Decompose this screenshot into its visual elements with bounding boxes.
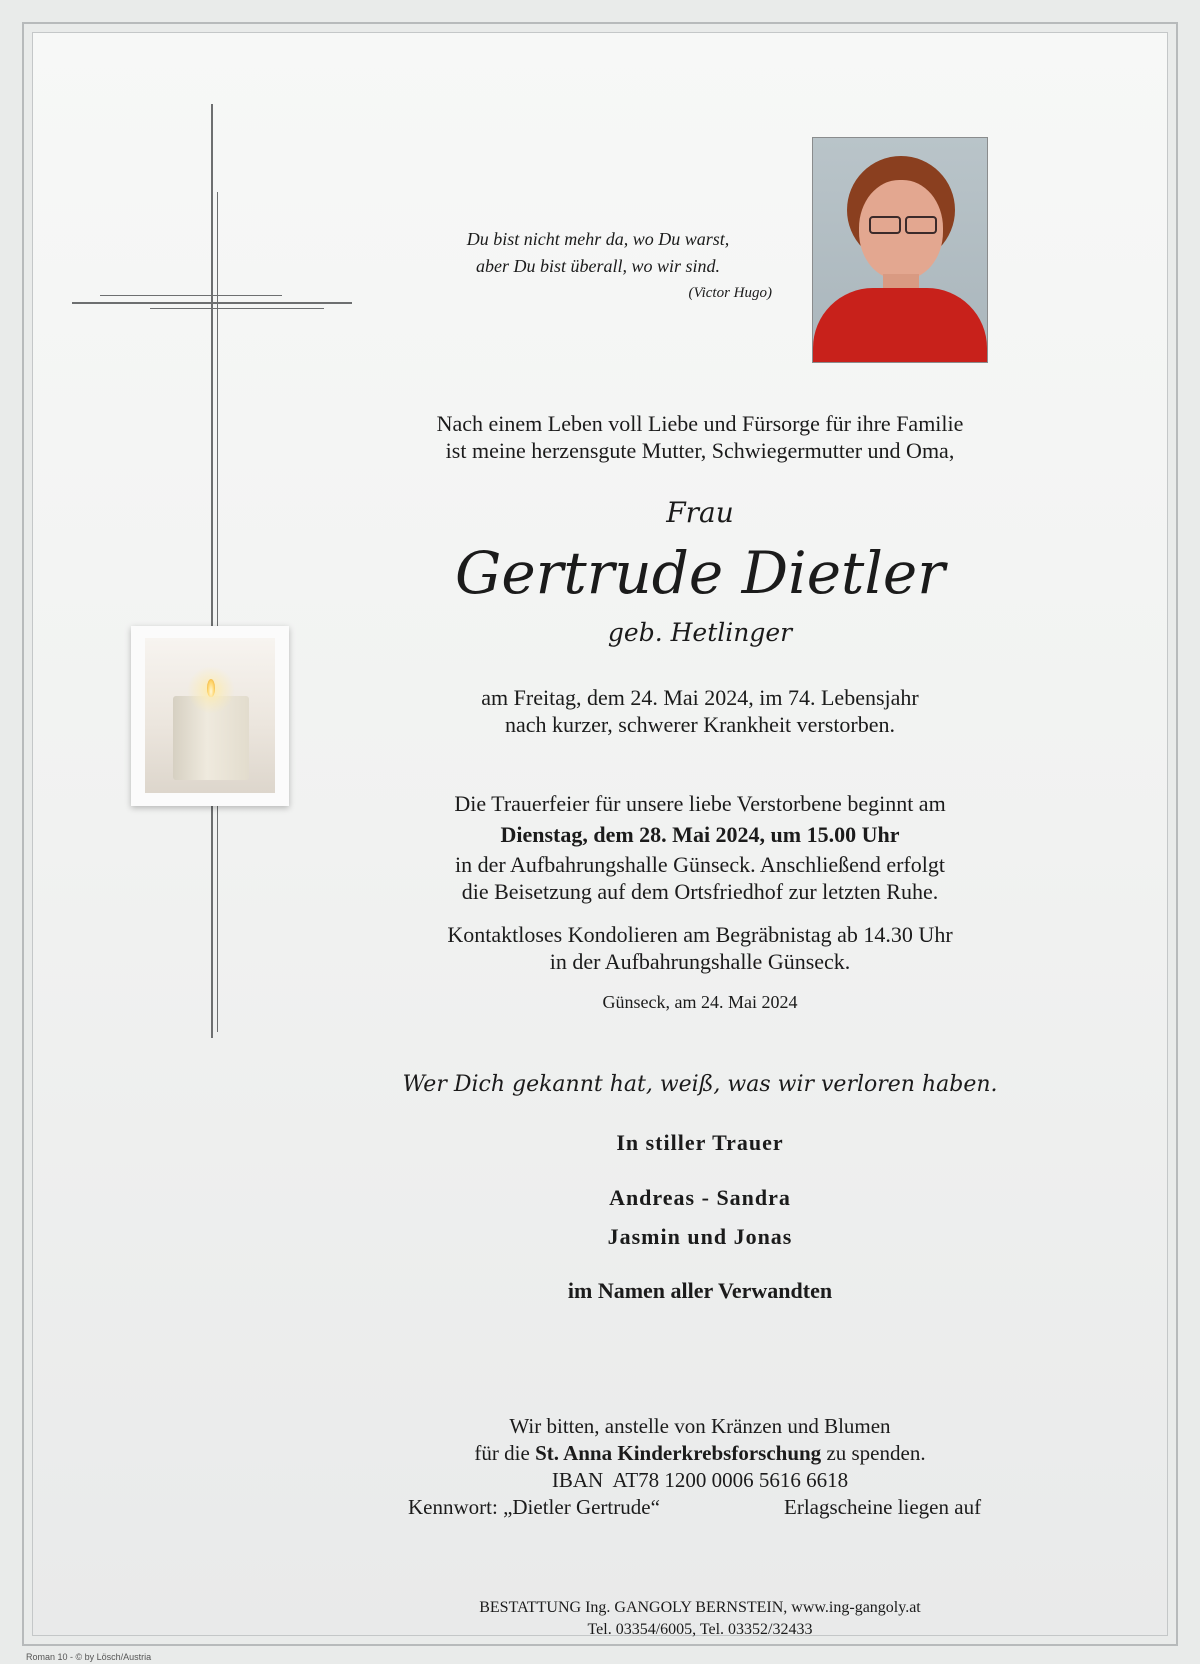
iban: IBAN AT78 1200 0006 5616 6618 — [551, 1468, 849, 1492]
mourners-line-3: im Namen aller Verwandten — [567, 1278, 833, 1303]
death-line-1: am Freitag, dem 24. Mai 2024, im 74. Lebensjahr — [481, 685, 919, 710]
condolence-line-2: in der Aufbahrungshalle Günseck. — [549, 949, 851, 974]
motto: Wer Dich gekannt hat, weiß, was wir verloren haben. — [402, 1072, 998, 1097]
condolence-line-1: Kontaktloses Kondolieren am Begräbnistag ab 14.30 Uhr — [447, 922, 953, 947]
mourners-line-1: Andreas - Sandra — [609, 1185, 791, 1210]
ceremony-date: Dienstag, dem 28. Mai 2024, um 15.00 Uhr — [500, 822, 900, 847]
portrait-photo — [812, 137, 988, 363]
donation-slips: Erlagscheine liegen auf — [784, 1495, 982, 1519]
ceremony-line-1: Die Trauerfeier für unsere liebe Verstorbene beginnt am — [454, 791, 946, 816]
donation-organisation: St. Anna Kinderkrebsforschung — [535, 1441, 822, 1465]
donation-line-2 — [300, 1440, 1100, 1467]
donation-keyword: Kennwort: „Dietler Gertrude“ — [408, 1495, 660, 1519]
mourners-line-2: Jasmin und Jonas — [607, 1224, 793, 1249]
ceremony-line-4: die Beisetzung auf dem Ortsfriedhof zur letzten Ruhe. — [461, 879, 939, 904]
donation-prefix: für die — [474, 1441, 536, 1465]
death-line-2: nach kurzer, schwerer Krankheit verstorben. — [504, 712, 896, 737]
quote-line-2: aber Du bist überall, wo wir sind. — [475, 256, 721, 276]
funeral-home-line-1: BESTATTUNG Ing. GANGOLY BERNSTEIN, www.ing-gangoly.at — [479, 1599, 921, 1616]
birth-name: geb. Hetlinger — [607, 618, 793, 647]
deceased-name: Gertrude Dietler — [455, 539, 945, 607]
donation-line-1: Wir bitten, anstelle von Kränzen und Blumen — [509, 1414, 891, 1438]
mourners-heading: In stiller Trauer — [616, 1130, 784, 1155]
candle-icon — [145, 638, 275, 793]
ceremony-line-3: in der Aufbahrungshalle Günseck. Anschließend erfolgt — [455, 852, 945, 877]
quote-line-1: Du bist nicht mehr da, wo Du warst, — [466, 229, 730, 249]
intro-line-1: Nach einem Leben voll Liebe und Fürsorge für ihre Familie — [436, 411, 964, 436]
place-date: Günseck, am 24. Mai 2024 — [602, 992, 798, 1012]
funeral-home-line-2: Tel. 03354/6005, Tel. 03352/32433 — [587, 1621, 813, 1638]
donation-suffix: zu spenden. — [821, 1441, 926, 1465]
candle-card — [131, 626, 289, 806]
salutation: Frau — [666, 496, 734, 529]
quote-author: (Victor Hugo) — [688, 285, 772, 301]
imprint: Roman 10 - © by Lösch/Austria — [26, 1652, 152, 1662]
intro-line-2: ist meine herzensgute Mutter, Schwiegermutter und Oma, — [445, 438, 955, 463]
